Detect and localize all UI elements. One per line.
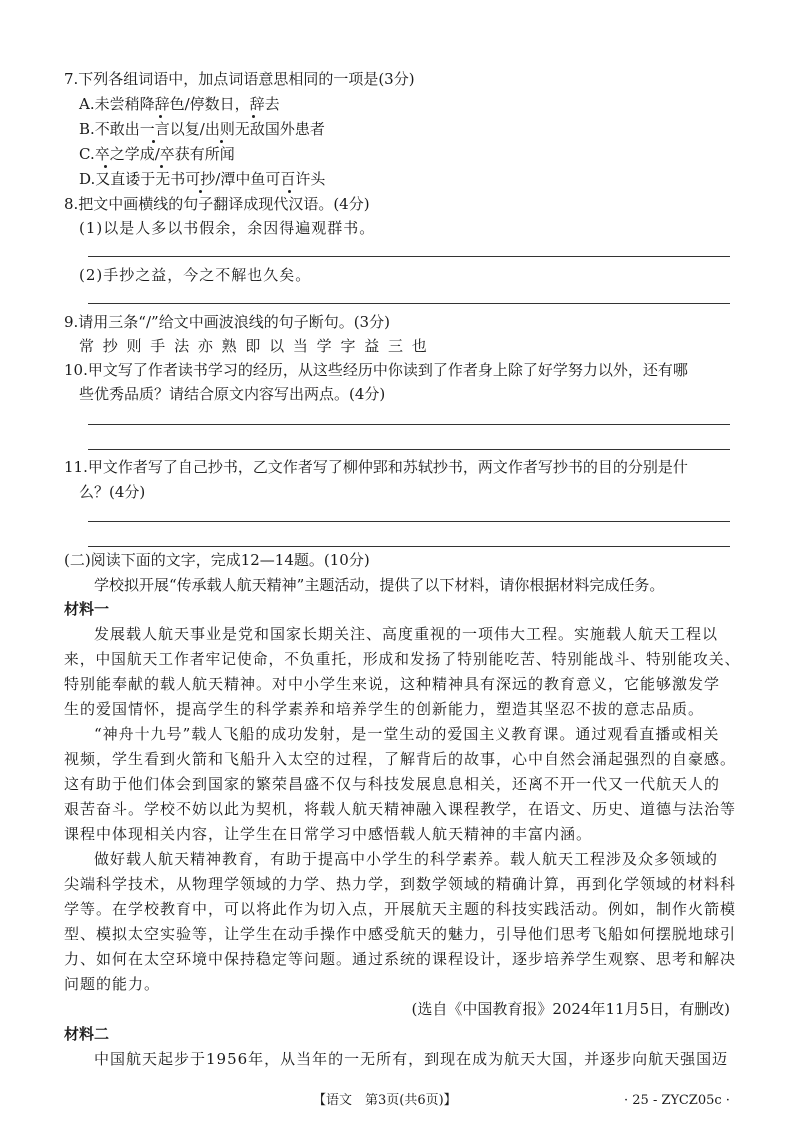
material2-line: 中国航天起步于1956年，从当年的一无所有，到现在成为航天大国，并逐步向航天强国迈: [94, 1050, 729, 1068]
q9-sentence: 常 抄 则 手 法 亦 熟 即 以 当 学 字 益 三 也: [79, 337, 429, 355]
material1-line: 发展载人航天事业是党和国家长期关注、高度重视的一项伟大工程。实施载人航天工程以: [94, 625, 719, 643]
answer-line: [88, 303, 730, 304]
material1-line: 生的爱国情怀，提高学生的科学素养和培养学生的创新能力，塑造其坚忍不拔的意志品质。: [64, 700, 705, 718]
q8-stem: 8.把文中画横线的句子翻译成现代汉语。(4分): [64, 195, 370, 213]
q9-stem: 9.请用三条“/”给文中画波浪线的句子断句。(3分): [64, 313, 390, 331]
material1-line: 视频，学生看到火箭和飞船升入太空的过程，了解背后的故事，心中自然会涌起强烈的自豪感。: [64, 750, 737, 768]
q7-option-d: D.又直诿于无书可抄/潭中鱼可百许头: [79, 170, 326, 188]
q7-option-b: B.不敢出一言以复/出则无敌国外患者: [79, 120, 325, 138]
emphasis-dot: [152, 140, 155, 143]
material1-title: 材料一: [64, 600, 110, 618]
q10-stem-line1: 10.甲文写了作者读书学习的经历，从这些经历中你读到了作者身上除了好学努力以外，还有哪: [64, 361, 688, 379]
exam-code: · 25 - ZYCZ05c ·: [624, 1093, 730, 1108]
material1-line: “神舟十九号”载人飞船的成功发射，是一堂生动的爱国主义教育课。通过观看直播或相关: [94, 725, 720, 743]
q7-stem: 7.下列各组词语中，加点词语意思相同的一项是(3分): [64, 70, 415, 88]
emphasis-dot: [199, 190, 202, 193]
emphasis-dot: [288, 190, 291, 193]
answer-line: [88, 449, 730, 450]
q8-item-1: (1)以是人多以书假余，余因得遍观群书。: [79, 219, 376, 237]
answer-line: [88, 521, 730, 522]
material1-line: 问题的能力。: [64, 975, 161, 993]
q10-stem-line2: 些优秀品质？请结合原文内容写出两点。(4分): [79, 385, 386, 403]
emphasis-dot: [104, 165, 107, 168]
material1-line: 做好载人航天精神教育，有助于提高中小学生的科学素养。载人航天工程涉及众多领域的: [94, 850, 719, 868]
material1-line: 力、如何在太空环境中保持稳定等问题。通过系统的课程设计，逐步培养学生观察、思考和解决: [64, 950, 737, 968]
material1-line: 尖端科学技术，从物理学领域的力学、热力学，到数学领域的精确计算，再到化学领域的材料科: [64, 875, 737, 893]
material1-line: 课程中体现相关内容，让学生在日常学习中感悟载人航天精神的丰富内涵。: [64, 825, 593, 843]
answer-line: [88, 424, 730, 425]
emphasis-dot: [160, 165, 163, 168]
material1-line: 艰苦奋斗。学校不妨以此为契机，将载人航天精神融入课程教学，在语文、历史、道德与法治等: [64, 800, 737, 818]
section2-heading: (二)阅读下面的文字，完成12—14题。(10分): [64, 551, 370, 569]
page-number: 【语文 第3页(共6页)】: [313, 1093, 457, 1108]
q7-option-a: A.未尝稍降辞色/停数日，辞去: [79, 95, 280, 113]
emphasis-dot: [159, 115, 162, 118]
material2-title: 材料二: [64, 1025, 110, 1043]
q7-option-c: C.卒之学成/卒获有所闻: [79, 145, 235, 163]
material1-line: 学等。在学校教育中，可以将此作为切入点，开展航天主题的科技实践活动。例如，制作火箭模: [64, 900, 737, 918]
material1-line: 来，中国航天工作者牢记使命，不负重托，形成和发扬了特别能吃苦、特别能战斗、特别能攻关、: [64, 650, 741, 668]
answer-line: [88, 546, 730, 547]
q11-stem-line2: 么？(4分): [79, 483, 146, 501]
material1-line: 特别能奉献的载人航天精神。对中小学生来说，这种精神具有深远的教育意义，它能够激发学: [64, 675, 721, 693]
material1-line: 型、模拟太空实验等，让学生在动手操作中感受航天的魅力，引导他们思考飞船如何摆脱地球引: [64, 925, 737, 943]
emphasis-dot: [252, 115, 255, 118]
answer-line: [88, 256, 730, 257]
material1-line: 这有助于他们体会到国家的繁荣昌盛不仅与科技发展息息相关，还离不开一代又一代航天人的: [64, 775, 721, 793]
emphasis-dot: [220, 140, 223, 143]
section2-intro: 学校拟开展“传承载人航天精神”主题活动，提供了以下材料，请你根据材料完成任务。: [94, 576, 665, 594]
q8-item-2: (2)手抄之益，今之不解也久矣。: [79, 266, 312, 284]
q11-stem-line1: 11.甲文作者写了自己抄书，乙文作者写了柳仲郢和苏轼抄书，两文作者写抄书的目的分别是什: [64, 458, 688, 476]
material1-source: (选自《中国教育报》2024年11月5日，有删改): [411, 1000, 730, 1018]
